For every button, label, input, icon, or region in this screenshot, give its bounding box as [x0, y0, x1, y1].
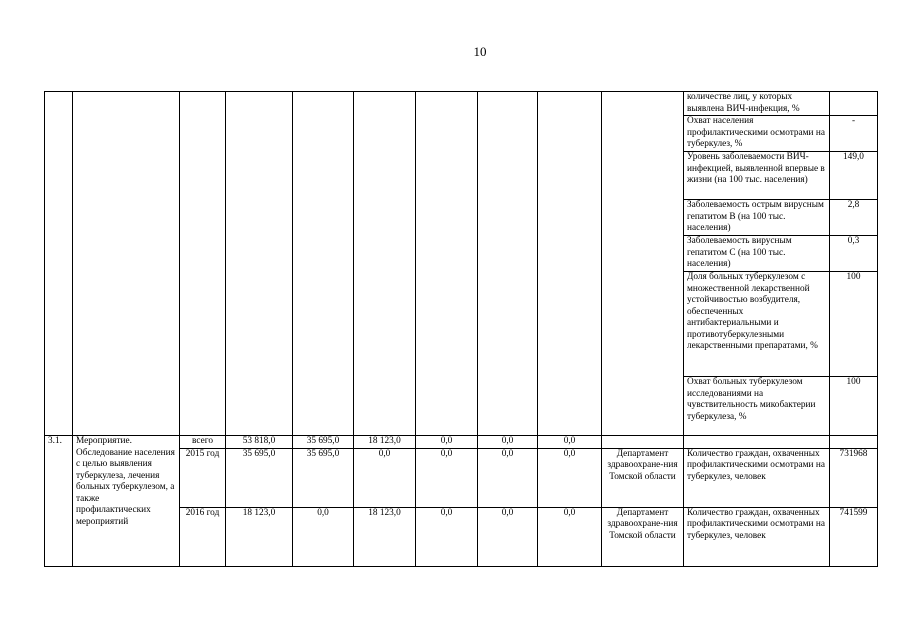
amount-col-2: 0,0: [354, 448, 416, 507]
indicator-name: количестве лиц, у которых выявлена ВИЧ-инфекция, %: [684, 92, 830, 116]
period: 2016 год: [180, 507, 226, 566]
indicator-value: 2,8: [830, 200, 878, 236]
cell-empty: [45, 92, 73, 436]
cell-empty: [538, 92, 602, 436]
executor: Департамент здравоохране-ния Томской области: [602, 448, 684, 507]
indicator-value: -: [830, 116, 878, 152]
amount-col-2: 18 123,0: [354, 507, 416, 566]
amount-col-5: 0,0: [538, 507, 602, 566]
indicator-name: Заболеваемость вирусным гепатитом С (на 100 тыс. населения): [684, 236, 830, 272]
cell-empty: [293, 92, 354, 436]
amount-col-4: 0,0: [478, 448, 538, 507]
indicator-value: 741599: [830, 507, 878, 566]
cell-empty: [354, 92, 416, 436]
amount-col-5: 0,0: [538, 448, 602, 507]
indicator-name: Доля больных туберкулезом с множественной лекарственной устойчивостью возбудителя, обеспеченных антибактериальными и противотуберкулезными лекарственными препаратами, %: [684, 272, 830, 377]
amount-total: 53 818,0: [226, 436, 293, 449]
amount-col-4: 0,0: [478, 507, 538, 566]
indicator-name: Количество граждан, охваченных профилактическими осмотрами на туберкулез, человек: [684, 448, 830, 507]
period: 2015 год: [180, 448, 226, 507]
indicator-value: [830, 92, 878, 116]
executor: [602, 436, 684, 449]
cell-empty: [180, 92, 226, 436]
amount-col-1: 0,0: [293, 507, 354, 566]
indicator-value: 100: [830, 272, 878, 377]
measure-number: 3.1.: [45, 436, 73, 567]
amount-total: 35 695,0: [226, 448, 293, 507]
measure-name: Мероприятие. Обследование населения с целью выявления туберкулеза, лечения больных туберкулезом, а также профилактических мероприятий: [73, 436, 180, 567]
indicator-name: [684, 436, 830, 449]
amount-col-1: 35 695,0: [293, 448, 354, 507]
indicator-value: 731968: [830, 448, 878, 507]
cell-empty: [416, 92, 478, 436]
amount-col-3: 0,0: [416, 436, 478, 449]
indicator-name: Охват населения профилактическими осмотрами на туберкулез, %: [684, 116, 830, 152]
amount-col-4: 0,0: [478, 436, 538, 449]
indicator-name: Охват больных туберкулезом исследованиями на чувствительность микобактерии туберкулеза, %: [684, 377, 830, 436]
executor: Департамент здравоохране-ния Томской области: [602, 507, 684, 566]
amount-col-1: 35 695,0: [293, 436, 354, 449]
table-row: [45, 92, 878, 116]
amount-total: 18 123,0: [226, 507, 293, 566]
amount-col-2: 18 123,0: [354, 436, 416, 449]
table-row: [45, 436, 878, 449]
amount-col-3: 0,0: [416, 448, 478, 507]
indicator-name: Количество граждан, охваченных профилактическими осмотрами на туберкулез, человек: [684, 507, 830, 566]
indicator-name: Заболеваемость острым вирусным гепатитом В (на 100 тыс. населения): [684, 200, 830, 236]
indicator-value: 100: [830, 377, 878, 436]
indicator-value: 0,3: [830, 236, 878, 272]
program-measures-table: [44, 91, 878, 567]
indicator-name: Уровень заболеваемости ВИЧ-инфекцией, выявленной впервые в жизни (на 100 тыс. населения): [684, 152, 830, 200]
indicator-value: 149,0: [830, 152, 878, 200]
cell-empty: [73, 92, 180, 436]
cell-empty: [602, 92, 684, 436]
cell-empty: [478, 92, 538, 436]
cell-empty: [226, 92, 293, 436]
amount-col-5: 0,0: [538, 436, 602, 449]
period: всего: [180, 436, 226, 449]
page-number: 10: [473, 44, 487, 59]
amount-col-3: 0,0: [416, 507, 478, 566]
indicator-value: [830, 436, 878, 449]
